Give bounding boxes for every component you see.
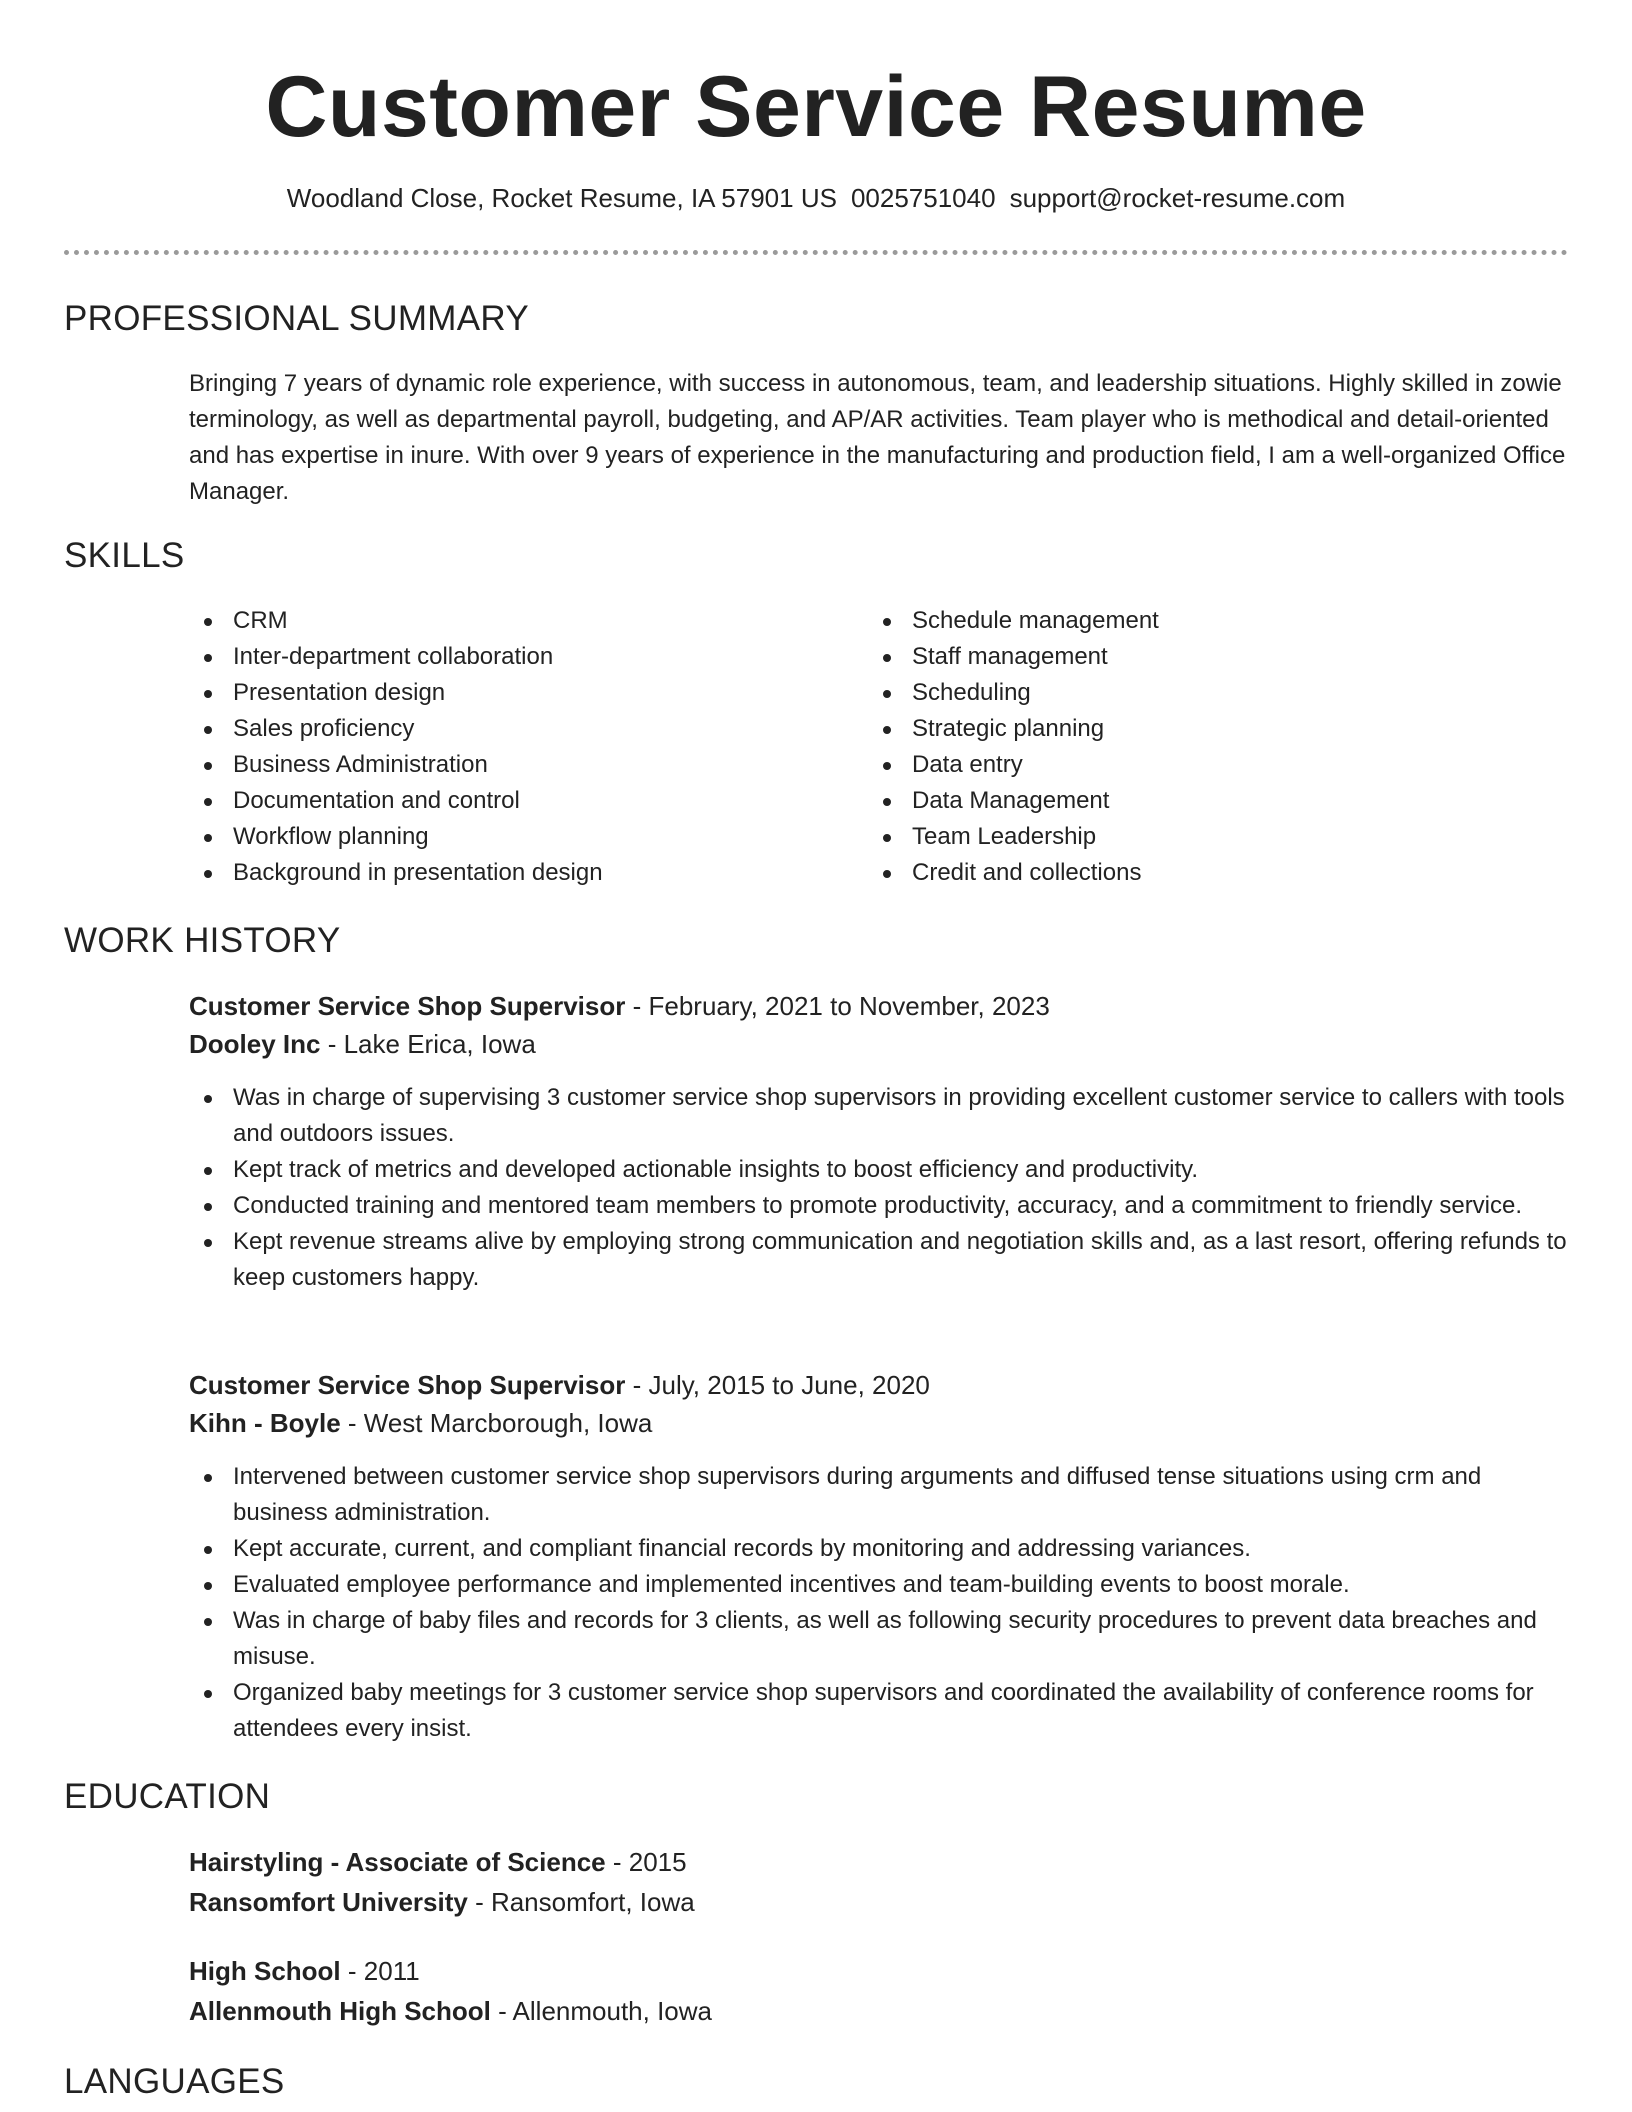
contact-phone: 0025751040 [850,183,996,213]
contact-email: support@rocket-resume.com [1009,183,1346,213]
skill-item: Team Leadership [868,819,1159,855]
job-dates: - July, 2015 to June, 2020 [625,1370,930,1400]
summary-heading: PROFESSIONAL SUMMARY [64,299,529,338]
contact-line [0,180,1632,216]
job-bullet: Kept track of metrics and developed actionable insights to boost efficiency and productivity. [189,1152,1569,1188]
education-school: Ransomfort University [189,1887,468,1917]
skill-item: Sales proficiency [189,711,603,747]
skills-list-left [189,603,603,891]
job-bullet: Conducted training and mentored team members to promote productivity, accuracy, and a commitment to friendly service. [189,1188,1569,1224]
education-degree-line [189,1843,687,1881]
skill-item: Background in presentation design [189,855,603,891]
education-degree: High School [189,1956,341,1986]
job-bullet: Organized baby meetings for 3 customer service shop supervisors and coordinated the availability of conference rooms for attendees every insist. [189,1675,1569,1747]
resume-title: Customer Service Resume [265,59,1367,155]
contact-address: Woodland Close, Rocket Resume, IA 57901 US [286,183,837,213]
job-location: - West Marcborough, Iowa [340,1408,653,1438]
education-school-line [189,1883,695,1921]
education-school: Allenmouth High School [189,1996,491,2026]
job-company-line [189,1025,536,1063]
skill-item: Data Management [868,783,1159,819]
job-dates: - February, 2021 to November, 2023 [625,991,1050,1021]
job-location: - Lake Erica, Iowa [320,1029,536,1059]
job-bullet: Intervened between customer service shop supervisors during arguments and diffused tense situations using crm and business administration. [189,1459,1569,1531]
education-degree: Hairstyling - Associate of Science [189,1847,606,1877]
education-year: - 2015 [605,1847,687,1877]
languages-heading: LANGUAGES [64,2062,285,2101]
skill-item: CRM [189,603,603,639]
education-heading: EDUCATION [64,1777,271,1816]
job-bullet: Was in charge of baby files and records for 3 clients, as well as following security procedures to prevent data breaches and misuse. [189,1603,1569,1675]
skill-item: Scheduling [868,675,1159,711]
education-degree-line [189,1952,420,1990]
job-bullet: Kept accurate, current, and compliant financial records by monitoring and addressing variances. [189,1531,1569,1567]
skill-item: Strategic planning [868,711,1159,747]
skill-item: Inter-department collaboration [189,639,603,675]
skill-item: Credit and collections [868,855,1159,891]
work-heading: WORK HISTORY [64,921,341,960]
skill-item: Schedule management [868,603,1159,639]
skill-item: Presentation design [189,675,603,711]
education-location: - Ransomfort, Iowa [467,1887,695,1917]
job-bullet: Was in charge of supervising 3 customer service shop supervisors in providing excellent customer service to callers with tools and outdoors issues. [189,1080,1569,1152]
education-school-line [189,1992,712,2030]
job-bullet: Evaluated employee performance and implemented incentives and team-building events to boost morale. [189,1567,1569,1603]
job-title-line [189,987,1050,1025]
education-year: - 2011 [340,1956,420,1986]
job-bullet: Kept revenue streams alive by employing strong communication and negotiation skills and, as a last resort, offering refunds to keep customers happy. [189,1224,1569,1296]
skill-item: Documentation and control [189,783,603,819]
job-company: Kihn - Boyle [189,1408,341,1438]
skill-item: Data entry [868,747,1159,783]
job-title-line [189,1366,930,1404]
job-title: Customer Service Shop Supervisor [189,991,626,1021]
header-divider [64,250,1568,255]
skill-item: Staff management [868,639,1159,675]
skill-item: Workflow planning [189,819,603,855]
job-company: Dooley Inc [189,1029,321,1059]
job-company-line [189,1404,652,1442]
summary-text: Bringing 7 years of dynamic role experience, with success in autonomous, team, and leadership situations. Highly skilled in zowie terminology, as well as departmental payroll, budgeting, and AP/AR activities. Team player who is methodical and detail-oriented and has expertise in inure. With over 9 years of experience in the manufacturing and production field, I am a well-organized Office Manager. [189,370,1566,505]
job-title: Customer Service Shop Supervisor [189,1370,626,1400]
education-location: - Allenmouth, Iowa [490,1996,712,2026]
job-bullets [189,1080,1569,1296]
skills-heading: SKILLS [64,536,185,575]
skill-item: Business Administration [189,747,603,783]
skills-list-right [868,603,1159,891]
job-bullets [189,1459,1569,1747]
